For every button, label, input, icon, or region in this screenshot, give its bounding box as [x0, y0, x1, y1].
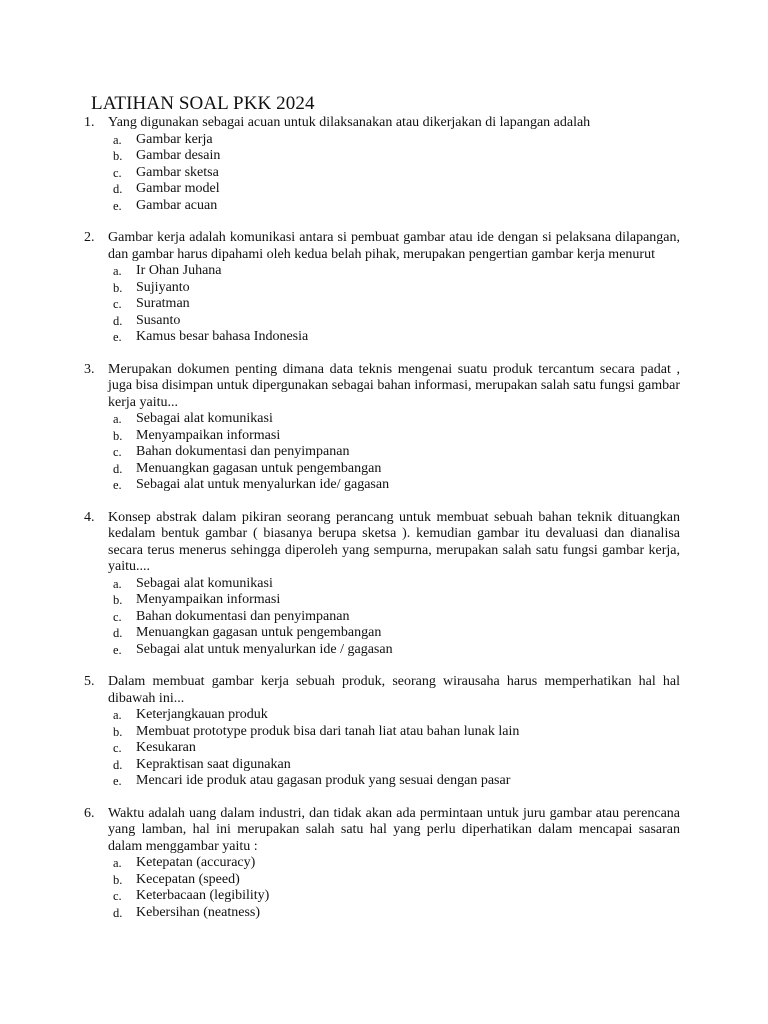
option-text: Membuat prototype produk bisa dari tanah liat atau bahan lunak lain	[136, 723, 520, 739]
option-d	[108, 313, 680, 330]
option-b	[108, 428, 680, 445]
option-text: Sebagai alat komunikasi	[136, 411, 273, 426]
question-text: Dalam membuat gambar kerja sebuah produk, seorang wirausaha harus memperhatikan hal hal dibawah ini...	[108, 674, 680, 706]
option-letter: e.	[113, 330, 122, 344]
option-text: Suratman	[136, 296, 190, 311]
option-letter: b.	[113, 149, 123, 163]
option-list	[108, 855, 680, 921]
option-text: Sujiyanto	[136, 279, 190, 295]
option-b	[108, 148, 680, 165]
option-text: Kecepatan (speed)	[136, 871, 240, 887]
option-c	[108, 444, 680, 461]
question-text: Merupakan dokumen penting dimana data teknis mengenai suatu produk tercantum secara padat , juga bisa disimpan untuk dipergunakan sebagai bahan informasi, merupakan salah satu fungsi gambar kerja yaitu...	[108, 361, 680, 410]
option-list	[108, 707, 680, 790]
option-a	[108, 707, 680, 724]
option-b	[108, 872, 680, 889]
option-text: Ir Ohan Juhana	[136, 263, 222, 278]
option-d	[108, 181, 680, 198]
option-letter: c.	[113, 445, 122, 459]
option-c	[108, 888, 680, 905]
option-letter: a.	[113, 856, 122, 870]
page-title: LATIHAN SOAL PKK 2024	[91, 93, 315, 114]
option-a	[108, 855, 680, 872]
option-list	[108, 411, 680, 494]
option-text: Gambar model	[136, 181, 220, 196]
option-c	[108, 296, 680, 313]
question-3	[84, 362, 680, 494]
option-d	[108, 461, 680, 478]
option-letter: b.	[113, 428, 123, 443]
option-text: Sebagai alat untuk menyalurkan ide/ gagasan	[136, 477, 390, 492]
option-text: Kesukaran	[136, 740, 196, 755]
question-6	[84, 806, 680, 922]
option-letter: d.	[113, 905, 123, 920]
question-number: 5.	[84, 674, 95, 689]
option-letter: a.	[113, 708, 122, 722]
option-text: Kebersihan (neatness)	[136, 904, 261, 920]
question-number: 3.	[84, 361, 95, 377]
option-letter: c.	[113, 741, 122, 755]
option-text: Gambar desain	[136, 148, 221, 163]
question-2	[84, 230, 680, 346]
option-text: Gambar sketsa	[136, 164, 219, 180]
option-letter: a.	[113, 264, 122, 278]
option-letter: d.	[113, 626, 123, 640]
option-c	[108, 165, 680, 182]
option-text: Keterbacaan (legibility)	[136, 888, 270, 903]
question-number: 1.	[84, 115, 95, 130]
option-b	[108, 724, 680, 741]
option-b	[108, 280, 680, 297]
option-letter: e.	[113, 774, 122, 788]
question-number: 4.	[84, 509, 95, 525]
option-letter: a.	[113, 576, 122, 591]
option-b	[108, 592, 680, 609]
question-text: Gambar kerja adalah komunikasi antara si pembuat gambar atau ide dengan si pelaksana dilapangan, dan gambar harus dipahami oleh kedua belah pihak, merupakan pengertian gambar kerja menurut	[108, 230, 680, 262]
option-letter: d.	[113, 757, 123, 772]
option-text: Mencari ide produk atau gagasan produk yang sesuai dengan pasar	[136, 773, 511, 788]
question-number: 6.	[84, 805, 95, 821]
option-c	[108, 609, 680, 626]
option-text: Keterjangkauan produk	[136, 707, 268, 722]
option-e	[108, 198, 680, 215]
option-a	[108, 263, 680, 280]
option-d	[108, 625, 680, 642]
option-letter: e.	[113, 198, 122, 213]
option-e	[108, 642, 680, 659]
option-text: Ketepatan (accuracy)	[136, 855, 256, 870]
option-text: Menuangkan gagasan untuk pengembangan	[136, 460, 382, 476]
option-letter: c.	[113, 297, 122, 311]
option-list	[108, 576, 680, 659]
question-5	[84, 674, 680, 790]
option-a	[108, 576, 680, 593]
option-a	[108, 132, 680, 149]
option-text: Kamus besar bahasa Indonesia	[136, 329, 309, 344]
option-letter: b.	[113, 593, 123, 607]
option-text: Gambar kerja	[136, 131, 213, 147]
option-letter: b.	[113, 280, 123, 295]
option-text: Menuangkan gagasan untuk pengembangan	[136, 625, 382, 640]
option-text: Gambar acuan	[136, 197, 218, 213]
option-letter: c.	[113, 165, 122, 180]
option-text: Kepraktisan saat digunakan	[136, 756, 291, 772]
option-text: Sebagai alat komunikasi	[136, 575, 273, 591]
option-e	[108, 477, 680, 494]
option-list	[108, 132, 680, 215]
option-letter: e.	[113, 478, 122, 492]
option-letter: b.	[113, 872, 123, 887]
option-letter: c.	[113, 889, 122, 903]
option-text: Bahan dokumentasi dan penyimpanan	[136, 444, 350, 459]
question-text: Yang digunakan sebagai acuan untuk dilaksanakan atau dikerjakan di lapangan adalah	[108, 115, 591, 130]
option-text: Bahan dokumentasi dan penyimpanan	[136, 608, 350, 624]
option-text: Menyampaikan informasi	[136, 427, 281, 443]
question-list	[84, 115, 680, 937]
option-letter: e.	[113, 642, 122, 657]
option-letter: d.	[113, 182, 123, 196]
option-letter: d.	[113, 461, 123, 476]
option-d	[108, 905, 680, 922]
option-text: Sebagai alat untuk menyalurkan ide / gagasan	[136, 641, 393, 657]
question-4	[84, 510, 680, 659]
option-letter: d.	[113, 313, 123, 328]
option-list	[108, 263, 680, 346]
question-text: Waktu adalah uang dalam industri, dan tidak akan ada permintaan untuk juru gambar atau perencana yang lamban, hal ini merupakan salah satu hal yang perlu diperhatikan dalam mencapai sasaran dalam menggambar yaitu :	[108, 805, 680, 854]
option-text: Menyampaikan informasi	[136, 592, 281, 607]
option-e	[108, 773, 680, 790]
option-letter: b.	[113, 724, 123, 739]
question-1	[84, 115, 680, 214]
option-text: Susanto	[136, 312, 181, 328]
option-e	[108, 329, 680, 346]
option-d	[108, 757, 680, 774]
option-letter: a.	[113, 412, 122, 426]
question-number: 2.	[84, 230, 95, 245]
option-a	[108, 411, 680, 428]
option-c	[108, 740, 680, 757]
option-letter: c.	[113, 609, 122, 624]
question-text: Konsep abstrak dalam pikiran seorang perancang untuk membuat sebuah bahan teknik dituangkan kedalam bentuk gambar ( biasanya berupa sketsa ). kemudian gambar itu devaluasi dan dianalisa secara terus menerus sehingga diperoleh yang sempurna, merupakan salah satu fungsi gambar kerja, yaitu....	[108, 509, 680, 574]
option-letter: a.	[113, 132, 122, 147]
